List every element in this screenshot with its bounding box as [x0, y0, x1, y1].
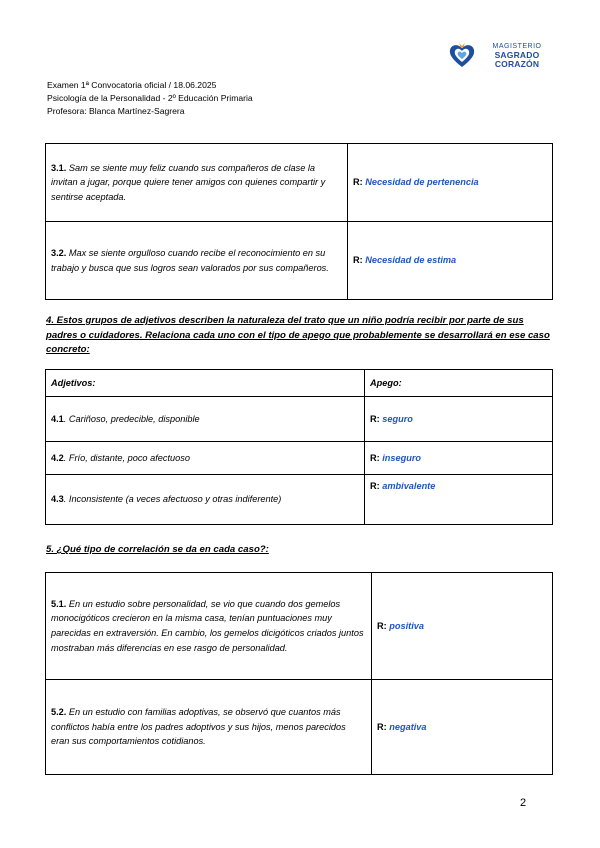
question-number: 5.2. [51, 707, 67, 718]
answer-text: Necesidad de pertenencia [365, 177, 479, 188]
answer-label: R: [370, 452, 383, 463]
answer-text: ambivalente [382, 481, 436, 491]
answer-text: Necesidad de estima [365, 255, 457, 266]
logo-line-1: MAGISTERIO [492, 43, 542, 50]
question-cell [46, 680, 372, 775]
question-number: 3.1. [51, 162, 67, 173]
answer-label: R: [370, 481, 383, 491]
answer-cell [365, 442, 553, 475]
answer-text: inseguro [382, 452, 422, 463]
answer-cell [365, 475, 553, 525]
answer-cell [348, 222, 553, 300]
answer-cell [372, 680, 553, 775]
answer-text: positiva [389, 620, 424, 631]
header-course-line: Psicología de la Personalidad - 2º Educación Primaria [47, 92, 253, 103]
exam-header [47, 79, 253, 117]
question-text: Sam se siente muy feliz cuando sus compañeros de clase la invitan a jugar, porque quiere tener amigos con quienes compartir y sentirse aceptada. [51, 162, 326, 202]
question-text: Max se siente orgulloso cuando recibe el reconocimiento en su trabajo y busca que sus logros sean valorados por sus compañeros. [51, 247, 329, 273]
table-row [46, 222, 553, 300]
question-cell [46, 475, 365, 525]
header-teacher-line: Profesora: Blanca Martínez-Sagrera [47, 105, 185, 116]
section-5-title: 5. ¿Qué tipo de correlación se da en cada caso?: [46, 544, 269, 555]
section-3-table [45, 143, 553, 300]
school-logo [448, 40, 558, 72]
table-row [46, 442, 553, 475]
section-4-title: 4. Estos grupos de adjetivos describen la naturaleza del trato que un niño podría recibir por parte de sus padres o cuidadores. Relaciona cada uno con el tipo de apego que probablemente se desarrollará en ese caso concreto: [46, 315, 550, 356]
answer-text: seguro [382, 413, 413, 424]
answer-label: R: [370, 413, 383, 424]
question-number: 4.3 [51, 494, 64, 505]
column-header-apego: Apego: [365, 370, 553, 397]
answer-text: negativa [389, 721, 427, 732]
answer-label: R: [353, 177, 366, 188]
question-number: 4.1 [51, 413, 64, 424]
section-5-table [45, 572, 553, 775]
logo-line-2: SAGRADO [494, 50, 540, 60]
question-text: . Cariñoso, predecible, disponible [63, 413, 200, 424]
question-cell [46, 144, 348, 222]
page-number: 2 [520, 797, 527, 809]
table-row [46, 680, 553, 775]
answer-label: R: [353, 255, 366, 266]
answer-cell [348, 144, 553, 222]
question-cell [46, 222, 348, 300]
answer-label: R: [377, 721, 390, 732]
question-text: En un estudio sobre personalidad, se vio que cuando dos gemelos monocigóticos crecieron en la misma casa, tenían puntuaciones muy parecidas en extraversión. En cambio, los gemelos dicigóticos criados juntos mostraban más diferencias en ese rasgo de personalidad. [51, 598, 364, 653]
answer-label: R: [377, 620, 390, 631]
question-number: 3.2. [51, 247, 67, 258]
question-cell [46, 397, 365, 442]
table-row [46, 397, 553, 442]
header-exam-line: Examen 1ª Convocatoria oficial / 18.06.2025 [47, 80, 217, 90]
table-header-row [46, 370, 553, 397]
table-row [46, 144, 553, 222]
answer-cell [372, 573, 553, 680]
answer-cell [365, 397, 553, 442]
table-row [46, 573, 553, 680]
logo-line-3: CORAZÓN [494, 59, 540, 69]
question-cell [46, 442, 365, 475]
question-number: 5.1. [51, 598, 67, 609]
heart-logo-icon [448, 42, 476, 70]
question-text: . Inconsistente (a veces afectuoso y otras indiferente) [63, 494, 282, 505]
question-text: En un estudio con familias adoptivas, se observó que cuantos más conflictos había entre los padres adoptivos y sus hijos, menos parecidos eran sus comportamientos cotidianos. [51, 707, 346, 747]
question-number: 4.2 [51, 452, 64, 463]
column-header-adjetivos: Adjetivos: [46, 370, 365, 397]
question-text: . Frío, distante, poco afectuoso [63, 452, 190, 463]
table-row [46, 475, 553, 525]
section-4-table [45, 369, 553, 525]
question-cell [46, 573, 372, 680]
